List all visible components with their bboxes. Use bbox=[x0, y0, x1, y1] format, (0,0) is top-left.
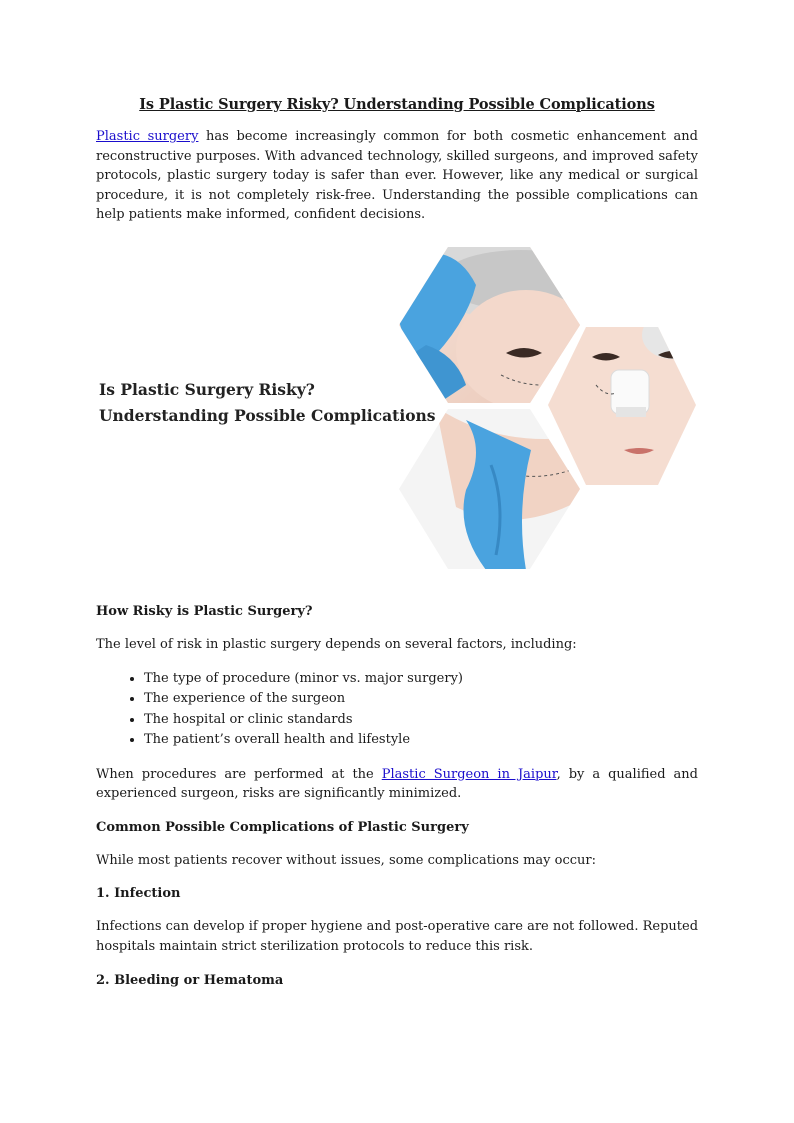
surgeon-paragraph bbox=[96, 765, 698, 804]
section2-lead: While most patients recover without issues, some complications may occur: bbox=[96, 852, 596, 868]
hero-title-line2: Understanding Possible Complications bbox=[99, 405, 436, 425]
hexagon-collage-image bbox=[396, 235, 696, 580]
list-item: • The hospital or clinic standards bbox=[144, 710, 698, 731]
section1-lead: The level of risk in plastic surgery depends on several factors, including: bbox=[96, 636, 577, 652]
surgeon-text-after: , by a qualified and experienced surgeon, risks are significantly minimized. bbox=[96, 766, 698, 802]
risk-factors-list bbox=[96, 669, 698, 751]
hero-banner bbox=[96, 235, 698, 590]
list-item: • The patient’s overall health and lifestyle bbox=[144, 730, 698, 751]
section-heading-complications: Common Possible Complications of Plastic Surgery bbox=[96, 819, 469, 835]
section-heading-how-risky: How Risky is Plastic Surgery? bbox=[96, 603, 313, 619]
list-item: • The type of procedure (minor vs. major surgery) bbox=[144, 669, 698, 690]
hero-title-line1: Is Plastic Surgery Risky? bbox=[99, 379, 315, 399]
hero-title bbox=[99, 377, 436, 429]
plastic-surgery-link[interactable]: Plastic surgery bbox=[96, 129, 199, 144]
infection-paragraph: Infections can develop if proper hygiene and post-operative care are not followed. Reputed hospitals maintain strict sterilization protocols to reduce this risk. bbox=[96, 919, 699, 954]
intro-paragraph bbox=[96, 127, 698, 225]
hexagon-jaw-photo bbox=[396, 407, 586, 572]
item-heading-infection: 1. Infection bbox=[96, 886, 181, 902]
item-heading-bleeding: 2. Bleeding or Hematoma bbox=[96, 972, 284, 988]
intro-text: has become increasingly common for both cosmetic enhancement and reconstructive purposes. With advanced technology, skilled surgeons, and improved safety protocols, plastic surgery today is safer than ever. However, like any medical or surgical procedure, it is not completely risk-free. Understanding the possible complications can help patients make informed, confident decisions. bbox=[96, 129, 698, 223]
document-page bbox=[96, 96, 698, 990]
document-title: Is Plastic Surgery Risky? Understanding Possible Complications bbox=[139, 96, 655, 113]
surgeon-text-before: When procedures are performed at the bbox=[96, 766, 382, 782]
plastic-surgeon-jaipur-link[interactable]: Plastic Surgeon in Jaipur bbox=[381, 766, 557, 782]
list-item: • The experience of the surgeon bbox=[144, 689, 698, 710]
